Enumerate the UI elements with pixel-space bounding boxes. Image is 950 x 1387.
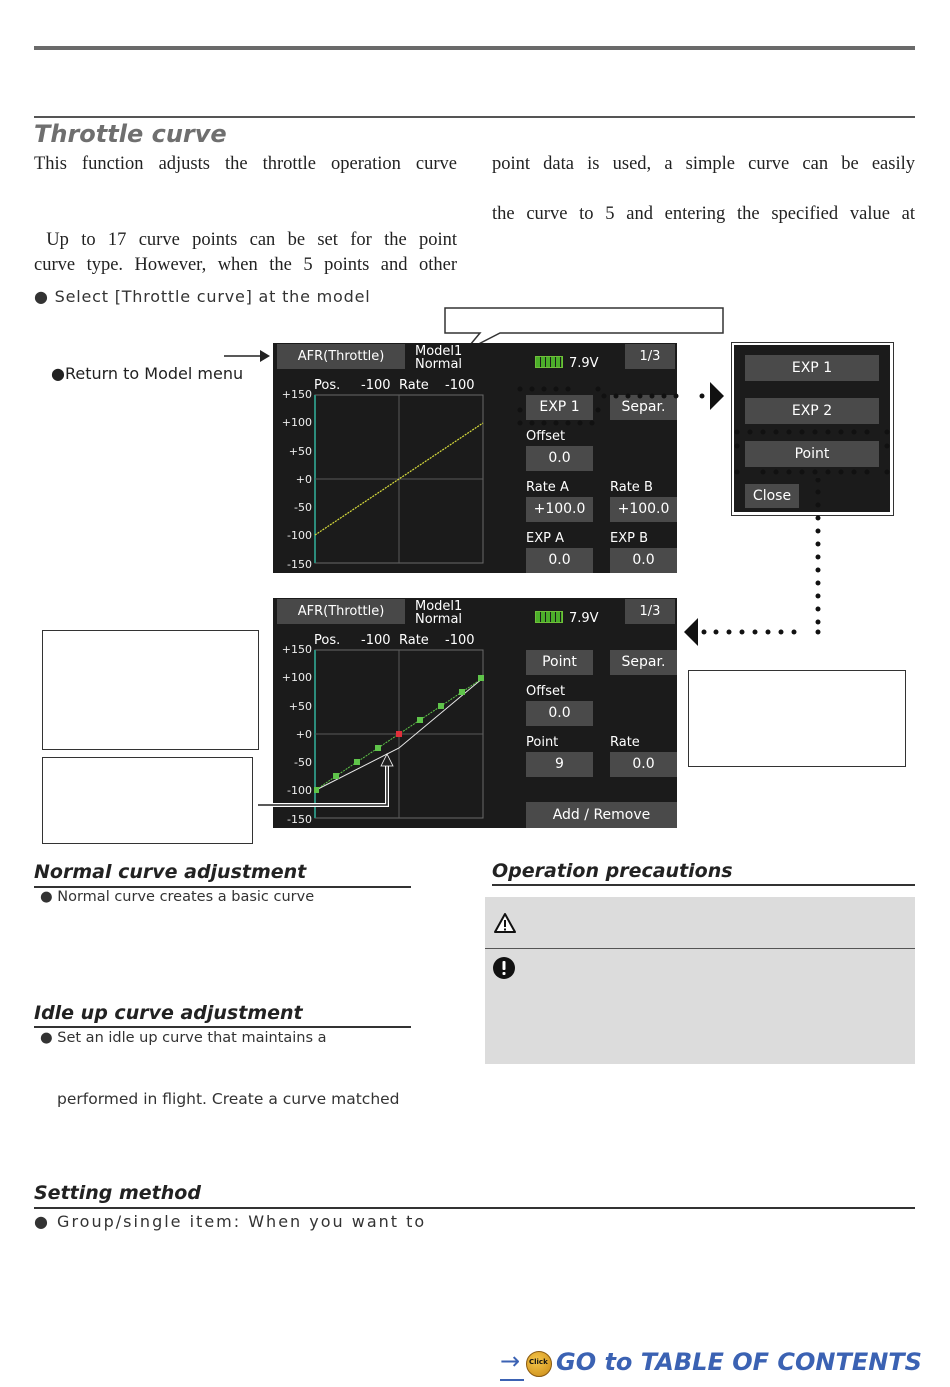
separ-button[interactable]: Separ. bbox=[610, 395, 677, 420]
tick-label: -50 bbox=[294, 501, 312, 514]
battery-indicator bbox=[535, 356, 599, 371]
pos-label: Pos. bbox=[314, 633, 341, 648]
title-rule bbox=[34, 116, 915, 118]
battery-indicator bbox=[535, 611, 599, 626]
screen-title-button[interactable]: AFR(Throttle) bbox=[277, 344, 405, 369]
toc-label[interactable]: GO to TABLE OF CONTENTS bbox=[556, 1348, 922, 1376]
rate-label: Rate bbox=[399, 378, 429, 393]
tick-label: +100 bbox=[281, 671, 312, 684]
condition-name: Normal bbox=[415, 357, 463, 372]
annotation-box-left-bottom bbox=[42, 757, 253, 844]
screen-top bbox=[273, 343, 677, 573]
pos-label: Pos. bbox=[314, 378, 341, 393]
precautions-divider bbox=[485, 948, 915, 949]
tick-label: +150 bbox=[281, 388, 312, 401]
rate-value: -100 bbox=[445, 378, 475, 393]
offset-value[interactable]: 0.0 bbox=[526, 446, 593, 471]
battery-icon bbox=[535, 611, 563, 623]
offset-label: Offset bbox=[526, 429, 566, 444]
normal-curve-heading: Normal curve adjustment bbox=[34, 861, 307, 883]
idle-heading-rule bbox=[34, 1026, 411, 1028]
rate-a-label: Rate A bbox=[526, 480, 569, 495]
pos-value: -100 bbox=[361, 633, 391, 648]
tick-label: -100 bbox=[287, 529, 312, 542]
rate-label: Rate bbox=[610, 735, 640, 750]
precautions-heading-rule bbox=[492, 884, 915, 886]
battery-voltage: 7.9V bbox=[569, 356, 599, 371]
annotation-box-right bbox=[688, 670, 906, 767]
setting-bullet: ● Group/single item: When you want to bbox=[34, 1212, 427, 1231]
annotation-box-left-top bbox=[42, 630, 259, 750]
header-rule bbox=[34, 46, 915, 50]
tick-label: +0 bbox=[295, 728, 312, 741]
tick-label: -150 bbox=[287, 813, 312, 826]
condition-name: Normal bbox=[415, 612, 463, 627]
intro-left-line1: This function adjusts the throttle operation curve bbox=[34, 154, 457, 174]
precautions-heading: Operation precautions bbox=[492, 860, 733, 882]
intro-left-line3: Up to 17 curve points can be set for the point bbox=[34, 230, 457, 250]
intro-left-line4: curve type. However, when the 5 points and other bbox=[34, 255, 457, 275]
warning-triangle-icon bbox=[493, 912, 517, 934]
intro-right-line1: point data is used, a simple curve can be easily bbox=[492, 154, 915, 174]
popup-exp1-button[interactable]: EXP 1 bbox=[745, 355, 879, 381]
idle-bullet: ● Set an idle up curve that maintains a bbox=[40, 1030, 327, 1046]
tick-label: -150 bbox=[287, 558, 312, 571]
connector-arrow bbox=[680, 478, 830, 648]
offset-value[interactable]: 0.0 bbox=[526, 701, 593, 726]
return-arrow-icon bbox=[222, 349, 272, 363]
toc-link[interactable] bbox=[500, 1347, 922, 1381]
battery-voltage: 7.9V bbox=[569, 611, 599, 626]
toc-arrow-icon: → bbox=[500, 1347, 521, 1375]
toc-underline bbox=[500, 1379, 524, 1381]
popup-close-button[interactable]: Close bbox=[745, 484, 799, 508]
precautions-panel bbox=[485, 897, 915, 1064]
idle-up-heading: Idle up curve adjustment bbox=[34, 1002, 303, 1024]
add-remove-button[interactable]: Add / Remove bbox=[526, 802, 677, 828]
tick-label: +0 bbox=[295, 473, 312, 486]
page-button[interactable]: 1/3 bbox=[625, 344, 675, 369]
normal-heading-rule bbox=[34, 886, 411, 888]
select-bullet: ● Select [Throttle curve] at the model bbox=[34, 287, 371, 306]
exp-b-value[interactable]: 0.0 bbox=[610, 548, 677, 573]
tick-label: +50 bbox=[288, 445, 312, 458]
setting-heading-rule bbox=[34, 1207, 915, 1209]
rate-b-value[interactable]: +100.0 bbox=[610, 497, 677, 522]
leader-arrow bbox=[255, 752, 395, 812]
point-rate-value[interactable]: 0.0 bbox=[610, 752, 677, 777]
rate-value: -100 bbox=[445, 633, 475, 648]
tick-label: -50 bbox=[294, 756, 312, 769]
point-label: Point bbox=[526, 735, 559, 750]
point-value[interactable]: 9 bbox=[526, 752, 593, 777]
model-name: Model1 bbox=[415, 599, 463, 614]
setting-method-heading: Setting method bbox=[34, 1182, 201, 1204]
tick-label: +100 bbox=[281, 416, 312, 429]
tick-label: +150 bbox=[281, 643, 312, 656]
model-name: Model1 bbox=[415, 344, 463, 359]
rate-a-value[interactable]: +100.0 bbox=[526, 497, 593, 522]
exp-b-label: EXP B bbox=[610, 531, 649, 546]
exp-a-label: EXP A bbox=[526, 531, 564, 546]
normal-bullet: ● Normal curve creates a basic curve bbox=[40, 889, 315, 905]
pos-value: -100 bbox=[361, 378, 391, 393]
popup-dotted-highlight bbox=[732, 426, 894, 476]
popup-exp2-button[interactable]: EXP 2 bbox=[745, 398, 879, 424]
intro-right-line2: the curve to 5 and entering the specified value at bbox=[492, 204, 915, 224]
rate-label: Rate bbox=[399, 633, 429, 648]
tick-label: -100 bbox=[287, 784, 312, 797]
exclamation-icon bbox=[492, 956, 516, 980]
dotted-highlight bbox=[512, 382, 734, 432]
battery-icon bbox=[535, 356, 563, 368]
screen-title-button[interactable]: AFR(Throttle) bbox=[277, 599, 405, 624]
curve-type-button[interactable]: Point bbox=[526, 650, 593, 675]
curve-graph-top[interactable] bbox=[314, 394, 484, 564]
page-button[interactable]: 1/3 bbox=[625, 599, 675, 624]
popup-point-button[interactable]: Point bbox=[745, 441, 879, 467]
click-badge-text: Click bbox=[529, 1358, 548, 1366]
return-to-model-menu[interactable]: ●Return to Model menu bbox=[51, 364, 244, 383]
exp-a-value[interactable]: 0.0 bbox=[526, 548, 593, 573]
idle-line: performed in flight. Create a curve matched bbox=[57, 1090, 400, 1108]
separ-button[interactable]: Separ. bbox=[610, 650, 677, 675]
curve-type-button[interactable]: EXP 1 bbox=[526, 395, 593, 420]
offset-label: Offset bbox=[526, 684, 566, 699]
tick-label: +50 bbox=[288, 700, 312, 713]
page-title: Throttle curve bbox=[34, 120, 227, 148]
rate-b-label: Rate B bbox=[610, 480, 653, 495]
